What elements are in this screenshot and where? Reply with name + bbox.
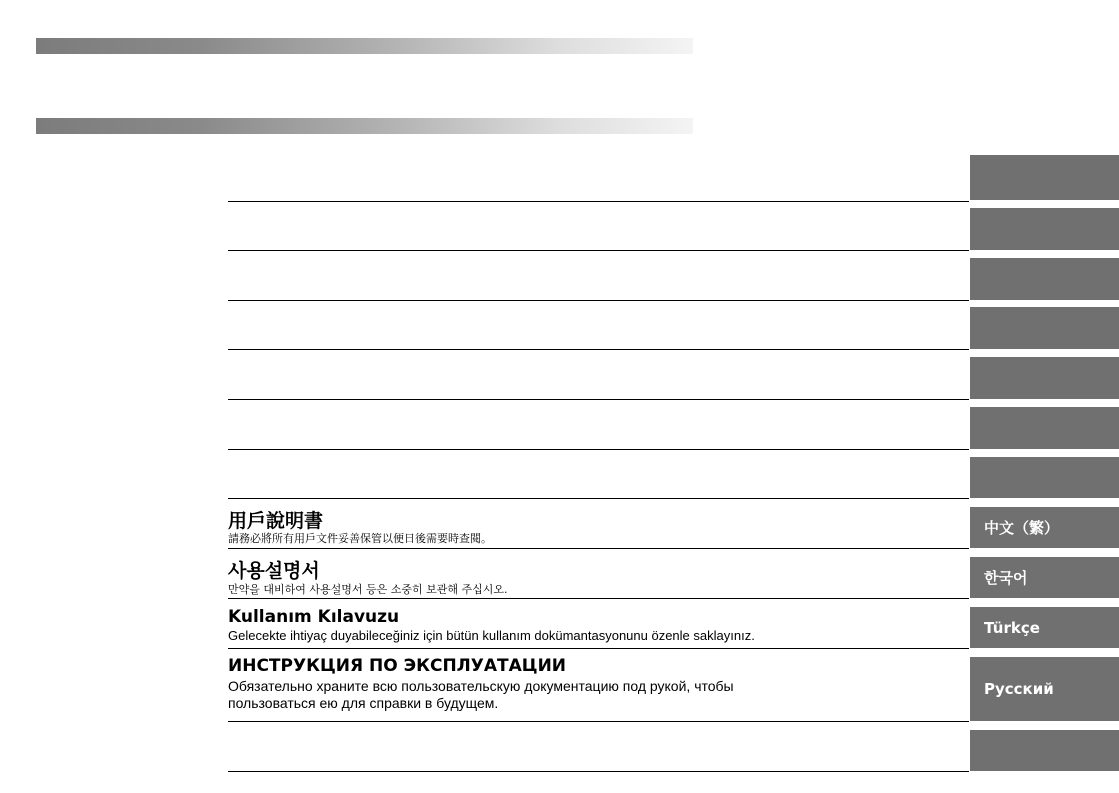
section-title-tr: Kullanım Kılavuzu <box>228 607 400 627</box>
language-row-empty-1 <box>228 155 969 202</box>
language-tab-empty-4[interactable] <box>970 307 1119 349</box>
section-title-ru: ИНСТРУКЦИЯ ПО ЭКСПЛУАТАЦИИ <box>228 656 567 676</box>
language-tab-tr[interactable]: Türkçe <box>970 607 1119 648</box>
header-gradient-bar-top <box>36 38 693 54</box>
language-tab-empty-7[interactable] <box>970 457 1119 498</box>
language-tab-zh-tw[interactable]: 中文（繁） <box>970 507 1119 548</box>
section-description-zh-tw: 請務必將所有用戶文件妥善保管以便日後需要時查閱。 <box>228 532 492 545</box>
language-row-empty-7 <box>228 455 969 499</box>
language-tab-empty-1[interactable] <box>970 155 1119 200</box>
section-title-zh-tw: 用戶說明書 <box>228 510 324 532</box>
language-row-empty-2 <box>228 205 969 251</box>
header-gradient-bar-second <box>36 118 693 134</box>
language-row-ru <box>228 650 969 722</box>
language-row-empty-4 <box>228 305 969 350</box>
section-description-ru-line-2: пользоваться ею для справки в будущем. <box>228 695 499 711</box>
language-tab-empty-5[interactable] <box>970 357 1119 399</box>
language-row-tr <box>228 600 969 649</box>
language-row-zh-tw <box>228 500 969 549</box>
language-tab-empty-3[interactable] <box>970 258 1119 300</box>
language-row-empty-6 <box>228 405 969 450</box>
language-row-empty-8 <box>228 723 969 772</box>
section-title-ko: 사용설명서 <box>228 560 320 582</box>
language-tab-ko[interactable]: 한국어 <box>970 557 1119 598</box>
language-tab-empty-2[interactable] <box>970 208 1119 250</box>
section-description-ru-line-1: Обязательно храните всю пользовательскую документацию под рукой, чтобы <box>228 678 734 694</box>
language-tab-ru[interactable]: Русский <box>970 657 1119 721</box>
language-row-empty-5 <box>228 355 969 400</box>
section-description-tr: Gelecekte ihtiyaç duyabileceğiniz için bütün kullanım dokümantasyonunu özenle saklayınız. <box>228 628 755 643</box>
section-description-ko: 만약을 대비하여 사용설명서 등은 소중히 보관해 주십시오. <box>228 583 508 596</box>
language-row-empty-3 <box>228 255 969 301</box>
language-tab-empty-6[interactable] <box>970 407 1119 449</box>
language-row-ko <box>228 550 969 599</box>
language-tab-empty-8[interactable] <box>970 730 1119 771</box>
